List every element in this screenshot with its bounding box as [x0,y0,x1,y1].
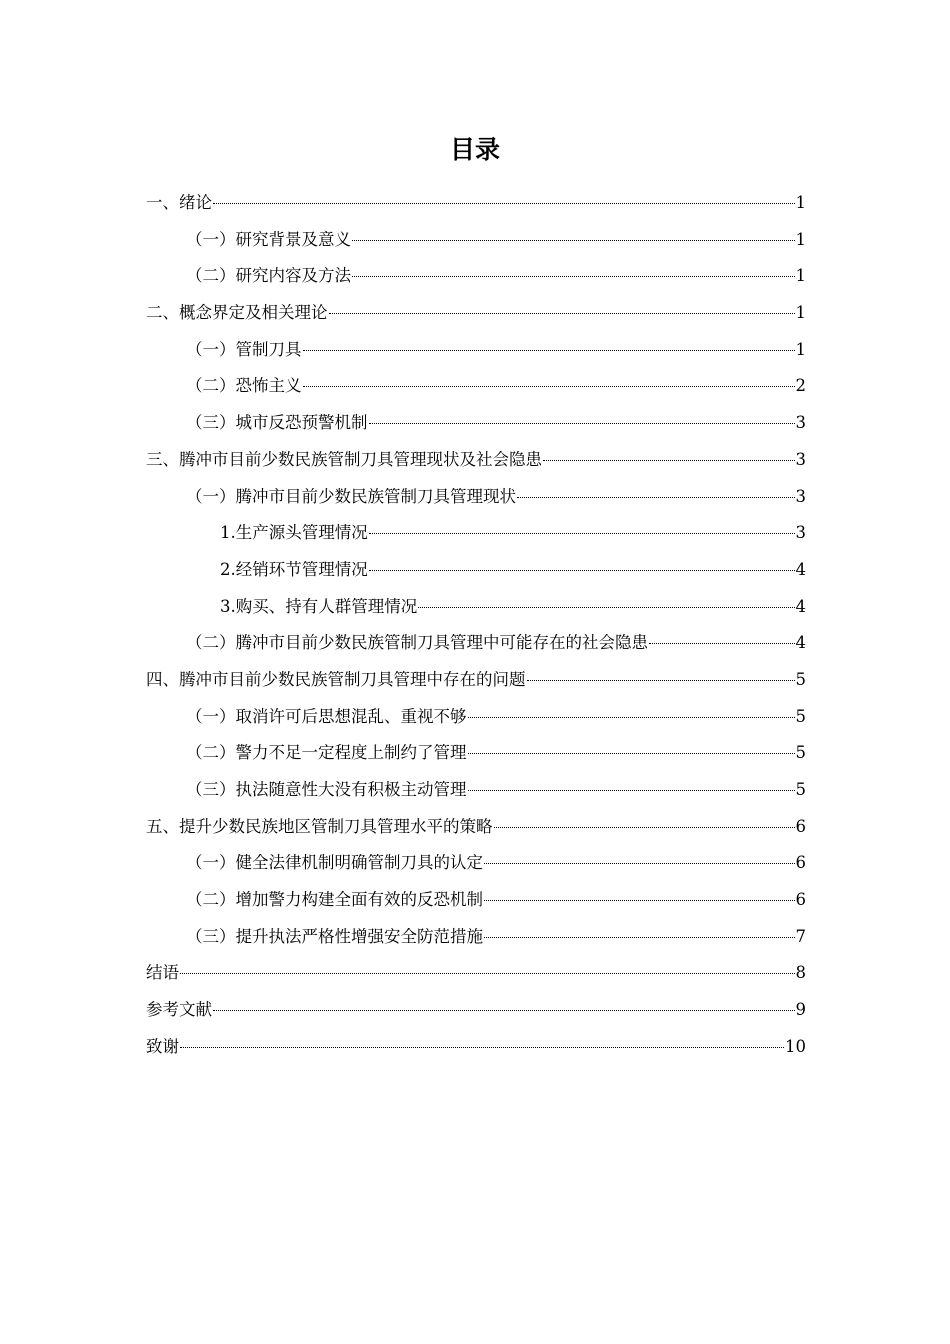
toc-entry-text: （一）管制刀具 [186,339,302,359]
toc-page-number: 8 [795,963,806,983]
toc-entry-text: （三）提升执法严格性增强安全防范措施 [186,926,483,946]
toc-list [146,185,806,1066]
toc-page-number: 6 [795,816,806,836]
toc-page-number: 5 [795,706,806,726]
toc-entry-text: （三）执法随意性大没有积极主动管理 [186,780,467,799]
toc-dot-leader [369,569,795,571]
toc-entry-text: （二）研究内容及方法 [186,266,351,286]
toc-entry[interactable] [146,185,806,222]
toc-entry-text: 致谢 [146,1036,179,1056]
toc-page-number: 6 [795,853,806,873]
toc-entry-text: 2.经销环节管理情况 [220,559,368,579]
toc-dot-leader [303,385,795,387]
toc-entry[interactable] [146,735,806,772]
toc-entry[interactable] [146,845,806,882]
toc-entry-text: 参考文献 [146,1000,212,1020]
toc-entry[interactable] [146,332,806,369]
toc-page-number: 5 [795,780,806,799]
toc-page-number: 7 [795,926,806,946]
toc-entry[interactable] [146,589,806,626]
toc-dot-leader [213,202,795,204]
toc-entry[interactable] [146,222,806,259]
toc-page-number: 3 [795,486,806,506]
toc-dot-leader [369,532,795,534]
toc-entry[interactable] [146,479,806,516]
toc-page-number: 4 [795,559,806,579]
toc-entry-text: 二、概念界定及相关理论 [146,303,328,323]
toc-entry-text: （二）恐怖主义 [186,376,302,396]
toc-entry-text: 五、提升少数民族地区管制刀具管理水平的策略 [146,816,493,836]
toc-entry-text: 四、腾冲市目前少数民族管制刀具管理中存在的问题 [146,669,526,689]
toc-dot-leader [494,826,795,828]
toc-page-number: 4 [795,596,806,616]
toc-entry[interactable] [146,515,806,552]
toc-dot-leader [484,862,795,864]
toc-entry[interactable] [146,809,806,846]
toc-entry[interactable] [146,1029,806,1066]
toc-dot-leader [649,642,795,644]
toc-dot-leader [352,239,795,241]
toc-dot-leader [352,275,795,277]
toc-page-number: 1 [795,229,806,249]
toc-entry-text: 3.购买、持有人群管理情况 [220,596,418,616]
toc-entry-text: （二）警力不足一定程度上制约了管理 [186,743,467,763]
toc-entry-text: （一）健全法律机制明确管制刀具的认定 [186,853,483,873]
toc-page-number: 9 [795,1000,806,1020]
toc-entry[interactable] [146,442,806,479]
toc-entry-text: （一）研究背景及意义 [186,229,351,249]
toc-entry[interactable] [146,919,806,956]
toc-page-number: 5 [795,743,806,763]
toc-dot-leader [484,936,795,938]
toc-entry[interactable] [146,699,806,736]
toc-page-number: 1 [795,266,806,286]
toc-page-number: 4 [795,633,806,653]
toc-page-number: 1 [795,303,806,323]
toc-page-number: 1 [795,339,806,359]
toc-entry[interactable] [146,992,806,1029]
toc-page-number: 5 [795,669,806,689]
toc-entry-text: （二）增加警力构建全面有效的反恐机制 [186,890,483,910]
toc-page-number: 1 [795,193,806,212]
toc-page-number: 3 [795,523,806,543]
toc-entry-text: 一、绪论 [146,193,212,212]
toc-entry-text: 三、腾冲市目前少数民族管制刀具管理现状及社会隐患 [146,449,542,469]
toc-entry-text: 结语 [146,963,179,983]
toc-entry-text: 1.生产源头管理情况 [220,523,368,543]
toc-dot-leader [329,312,795,314]
toc-dot-leader [527,679,795,681]
toc-page-number: 3 [795,413,806,433]
toc-dot-leader [213,1009,795,1011]
toc-dot-leader [180,972,795,974]
toc-entry-text: （一）取消许可后思想混乱、重视不够 [186,706,467,726]
toc-dot-leader [484,899,795,901]
toc-entry[interactable] [146,955,806,992]
toc-entry[interactable] [146,295,806,332]
toc-dot-leader [517,496,795,498]
toc-entry[interactable] [146,552,806,589]
toc-entry-text: （二）腾冲市目前少数民族管制刀具管理中可能存在的社会隐患 [186,633,648,653]
toc-entry[interactable] [146,368,806,405]
toc-dot-leader [180,1046,784,1048]
toc-page-number: 2 [795,376,806,396]
toc-dot-leader [303,349,795,351]
toc-entry[interactable] [146,662,806,699]
toc-dot-leader [369,422,795,424]
toc-dot-leader [468,789,795,791]
toc-entry-text: （三）城市反恐预警机制 [186,413,368,433]
toc-entry[interactable] [146,405,806,442]
toc-dot-leader [543,459,795,461]
toc-entry[interactable] [146,772,806,809]
toc-page-number: 3 [795,449,806,469]
toc-entry[interactable] [146,882,806,919]
toc-page-number: 6 [795,890,806,910]
toc-dot-leader [418,606,794,608]
toc-page-number: 10 [785,1036,806,1056]
toc-title: 目录 [449,135,500,164]
toc-entry[interactable] [146,258,806,295]
toc-dot-leader [468,752,795,754]
toc-entry-text: （一）腾冲市目前少数民族管制刀具管理现状 [186,486,516,506]
toc-dot-leader [468,716,795,718]
toc-entry[interactable] [146,625,806,662]
